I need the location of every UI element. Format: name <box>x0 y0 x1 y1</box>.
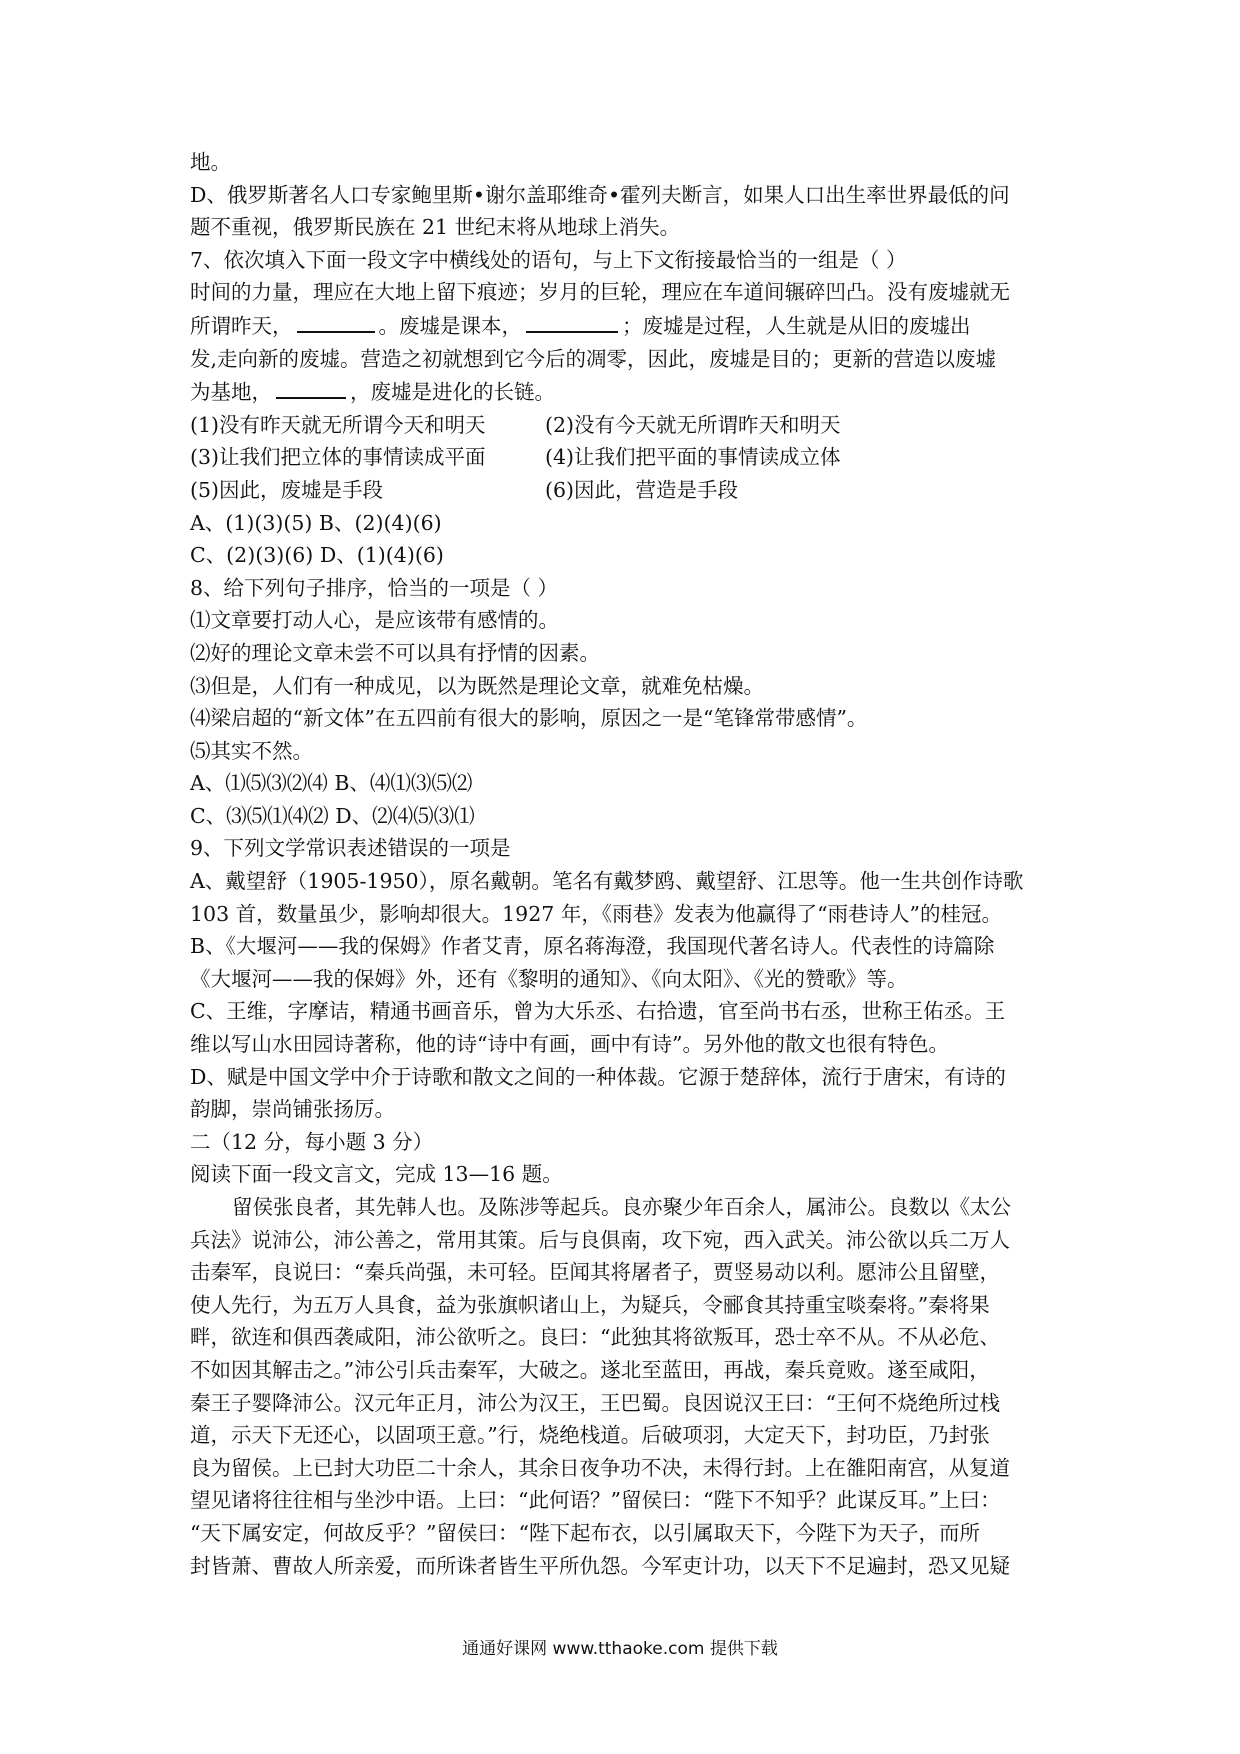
passage-line: 留侯张良者，其先韩人也。及陈涉等起兵。良亦聚少年百余人，属沛公。良数以《太公 <box>232 1195 1011 1219</box>
question-7-stem: 7、依次填入下面一段文字中横线处的语句，与上下文衔接最恰当的一组是（ ） <box>190 247 907 272</box>
passage-line: 不如因其解击之。”沛公引兵击秦军，大破之。遂北至蓝田，再战，秦兵竟败。遂至咸阳， <box>190 1357 990 1382</box>
passage-line: 道，示天下无还心，以固项王意。”行，烧绝栈道。后破项羽，大定天下，封功臣，乃封张 <box>190 1423 990 1448</box>
text-segment: ；废墟是过程，人生就是从旧的废墟出 <box>622 313 971 338</box>
section-heading: 二（12 分，每小题 3 分） <box>190 1129 434 1154</box>
option-row <box>190 441 1065 474</box>
text-line-with-blanks <box>190 309 1065 343</box>
passage-line: “天下属安定，何故反乎？”留侯曰：“陛下起布衣，以引属取天下，今陛下为天子，而所 <box>190 1520 980 1545</box>
text-line: 发,走向新的废墟。营造之初就想到它今后的凋零，因此，废墟是目的；更新的营造以废墟 <box>190 346 997 371</box>
answer-options: C、⑶⑸⑴⑷⑵ D、⑵⑷⑸⑶⑴ <box>190 803 475 828</box>
text-line: 《大堰河——我的保姆》外，还有《黎明的通知》、《向太阳》、《光的赞歌》等。 <box>190 966 908 991</box>
sentence-item: ⑴文章要打动人心，是应该带有感情的。 <box>190 608 559 633</box>
sentence-item: ⑵好的理论文章未尝不可以具有抒情的因素。 <box>190 640 600 665</box>
text-line: 时间的力量，理应在大地上留下痕迹；岁月的巨轮，理应在车道间辗碎凹凸。没有废墟就无 <box>190 280 1010 305</box>
answer-options: A、⑴⑸⑶⑵⑷ B、⑷⑴⑶⑸⑵ <box>190 771 473 796</box>
text-line: 题不重视，俄罗斯民族在 21 世纪末将从地球上消失。 <box>190 215 681 240</box>
text-line: D、赋是中国文学中介于诗歌和散文之间的一种体裁。它源于楚辞体，流行于唐宋，有诗的 <box>190 1064 1006 1089</box>
sentence-item: ⑷梁启超的“新文体”在五四前有很大的影响，原因之一是“笔锋常带感情”。 <box>190 706 868 731</box>
sentence-item: ⑶但是，人们有一种成见，以为既然是理论文章，就难免枯燥。 <box>190 673 764 698</box>
option-item: (2)没有今天就无所谓昨天和明天 <box>545 412 841 437</box>
option-item: (5)因此，废墟是手段 <box>190 477 384 502</box>
text-line: A、戴望舒（1905-1950），原名戴朝。笔名有戴梦鸥、戴望舒、江思等。他一生共创作诗歌 <box>190 869 1024 894</box>
fill-blank <box>276 375 346 399</box>
text-segment: 。废墟是课本， <box>378 313 522 338</box>
option-item: (3)让我们把立体的事情读成平面 <box>190 445 486 470</box>
option-row <box>190 409 1065 442</box>
text-line: C、王维，字摩诘，精通书画音乐，曾为大乐丞、右拾遗，官至尚书右丞，世称王佑丞。王 <box>190 999 1006 1024</box>
fill-blank <box>297 309 375 333</box>
option-item: (1)没有昨天就无所谓今天和明天 <box>190 412 486 437</box>
text-segment: 所谓昨天， <box>190 313 293 338</box>
passage-line: 望见诸将往往相与坐沙中语。上曰：“此何语？”留侯曰：“陛下不知乎？此谋反耳。”上曰： <box>190 1488 1001 1513</box>
fill-blank <box>526 309 618 333</box>
text-line-with-blanks <box>190 375 1065 409</box>
text-segment: ，废墟是进化的长链。 <box>350 380 555 405</box>
option-item: (6)因此，营造是手段 <box>545 477 739 502</box>
sentence-item: ⑸其实不然。 <box>190 738 313 763</box>
text-line: 维以写山水田园诗著称，他的诗“诗中有画，画中有诗”。另外他的散文也很有特色。 <box>190 1032 949 1057</box>
page-footer: 通通好课网 www.tthaoke.com 提供下载 <box>462 1639 778 1659</box>
passage-line: 良为留侯。上已封大功臣二十余人，其余日夜争功不决，未得行封。上在雒阳南宫，从复道 <box>190 1455 1010 1480</box>
answer-options: A、(1)(3)(5) B、(2)(4)(6) <box>190 510 442 535</box>
passage-line: 使人先行，为五万人具食，益为张旗帜诸山上，为疑兵，令郦食其持重宝啖秦将。”秦将果 <box>190 1292 990 1317</box>
passage-line: 封皆萧、曹故人所亲爱，而所诛者皆生平所仇怨。今军吏计功，以天下不足遍封，恐又见疑 <box>190 1553 1010 1578</box>
option-row <box>190 474 1065 507</box>
question-8-stem: 8、给下列句子排序，恰当的一项是（ ） <box>190 575 559 600</box>
text-segment: 为基地， <box>190 380 272 405</box>
passage-line: 秦王子婴降沛公。汉元年正月，沛公为汉王，王巴蜀。良因说汉王曰：“王何不烧绝所过栈 <box>190 1390 1000 1415</box>
question-9-stem: 9、下列文学常识表述错误的一项是 <box>190 836 511 861</box>
text-line: 韵脚，崇尚铺张扬厉。 <box>190 1097 395 1122</box>
passage-line: 兵法》说沛公，沛公善之，常用其策。后与良俱南，攻下宛，西入武关。沛公欲以兵二万人 <box>190 1227 1010 1252</box>
text-line: B、《大堰河——我的保姆》作者艾青，原名蒋海澄，我国现代著名诗人。代表性的诗篇除 <box>190 934 995 959</box>
text-line: D、俄罗斯著名人口专家鲍里斯•谢尔盖耶维奇•霍列夫断言，如果人口出生率世界最低的问 <box>190 182 1010 207</box>
passage-line: 畔，欲连和俱西袭咸阳，沛公欲听之。良曰：“此独其将欲叛耳，恐士卒不从。不从必危、 <box>190 1325 1000 1350</box>
text-line: 地。 <box>190 150 231 174</box>
option-item: (4)让我们把平面的事情读成立体 <box>545 445 841 470</box>
answer-options: C、(2)(3)(6) D、(1)(4)(6) <box>190 543 444 568</box>
text-line: 103 首，数量虽少，影响却很大。1927 年，《雨巷》发表为他赢得了“雨巷诗人”的桂冠。 <box>190 901 1003 926</box>
reading-instruction: 阅读下面一段文言文，完成 13—16 题。 <box>190 1162 563 1187</box>
passage-line: 击秦军，良说曰：“秦兵尚强，未可轻。臣闻其将屠者子，贾竖易动以利。愿沛公且留壁， <box>190 1260 1000 1285</box>
